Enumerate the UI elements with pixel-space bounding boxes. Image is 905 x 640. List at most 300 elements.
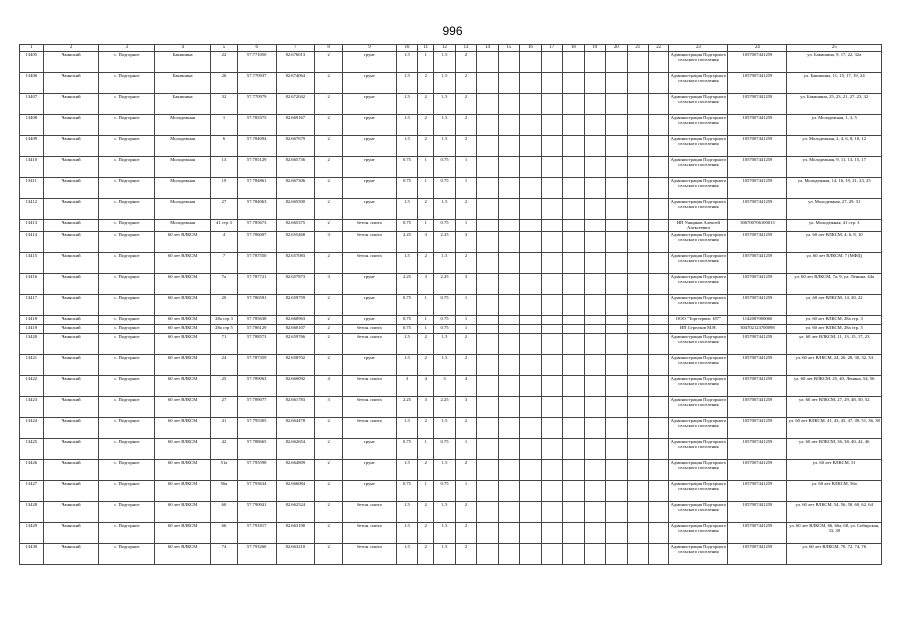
- table-cell: 2: [315, 73, 343, 94]
- table-cell: 4: [211, 231, 238, 252]
- table-cell: [563, 199, 584, 220]
- column-number: 14: [477, 45, 498, 52]
- table-cell: Администрация Подгорного сельского поселения: [669, 73, 728, 94]
- table-row: [20, 543, 882, 564]
- table-cell: 1057007441259: [728, 480, 787, 501]
- column-number: 10: [396, 45, 417, 52]
- table-cell: [520, 522, 541, 543]
- table-cell: 1142007000060: [728, 315, 787, 324]
- table-cell: 57.790041: [237, 501, 276, 522]
- table-cell: [627, 157, 648, 178]
- table-cell: Чаинский: [43, 220, 99, 232]
- table-row: [20, 52, 882, 73]
- table-cell: ИП Стрелков М.Н.: [669, 324, 728, 333]
- table-cell: [648, 396, 668, 417]
- table-cell: 57.786129: [237, 324, 276, 333]
- table-cell: Чаинский: [43, 52, 99, 73]
- table-cell: [520, 52, 541, 73]
- table-cell: 2: [315, 115, 343, 136]
- table-cell: 60 лет ВЛКСМ: [155, 375, 211, 396]
- table-cell: 2: [455, 417, 476, 438]
- table-cell: 1: [211, 115, 238, 136]
- table-cell: [563, 480, 584, 501]
- table-cell: с. Подгорное: [99, 115, 155, 136]
- table-cell: Администрация Подгорного сельского поселения: [669, 459, 728, 480]
- table-cell: с. Подгорное: [99, 354, 155, 375]
- table-cell: Администрация Подгорного сельского поселения: [669, 438, 728, 459]
- table-cell: [627, 354, 648, 375]
- table-cell: 28а стр 5: [211, 324, 238, 333]
- table-cell: [648, 375, 668, 396]
- table-cell: Администрация Подгорного сельского поселения: [669, 543, 728, 564]
- table-cell: 1: [455, 315, 476, 324]
- table-cell: [584, 375, 605, 396]
- table-cell: ул. 60 лет ВЛКСМ, 7 (МФЦ): [787, 252, 882, 273]
- table-cell: Чаинский: [43, 543, 99, 564]
- table-cell: [563, 396, 584, 417]
- table-cell: 2: [455, 354, 476, 375]
- table-cell: Молодежная: [155, 157, 211, 178]
- table-cell: 7а: [211, 273, 238, 294]
- table-cell: [648, 459, 668, 480]
- table-cell: [648, 94, 668, 115]
- table-cell: [584, 94, 605, 115]
- table-cell: 0.75: [434, 178, 455, 199]
- column-number: 21: [627, 45, 648, 52]
- table-cell: [606, 231, 627, 252]
- table-cell: бетон. плита: [343, 375, 397, 396]
- table-cell: Чаинский: [43, 115, 99, 136]
- table-cell: 60 лет ВЛКСМ: [155, 315, 211, 324]
- table-cell: [498, 522, 519, 543]
- table-cell: бетон. плита: [343, 417, 397, 438]
- table-cell: 60 лет ВЛКСМ: [155, 459, 211, 480]
- table-cell: 2: [455, 115, 476, 136]
- table-cell: [498, 252, 519, 273]
- table-cell: 57.770937: [237, 73, 276, 94]
- table-cell: 57.793634: [237, 480, 276, 501]
- table-cell: 2.25: [434, 273, 455, 294]
- table-row: [20, 315, 882, 324]
- table-cell: 82.667679: [276, 136, 315, 157]
- table-cell: 82.664809: [276, 459, 315, 480]
- table-cell: [606, 324, 627, 333]
- table-cell: [541, 459, 562, 480]
- table-cell: 13406: [20, 73, 44, 94]
- table-cell: ул. Молодежная, 41 стр. 3: [787, 220, 882, 232]
- table-cell: [541, 438, 562, 459]
- table-row: [20, 157, 882, 178]
- table-cell: 57.784094: [237, 136, 276, 157]
- column-number: 16: [520, 45, 541, 52]
- table-cell: [520, 459, 541, 480]
- table-cell: [477, 333, 498, 354]
- table-cell: [584, 73, 605, 94]
- table-cell: [606, 115, 627, 136]
- table-cell: [477, 220, 498, 232]
- table-cell: ул. 60 лет ВЛКСМ, 25, 40, Ленина, 54, 56: [787, 375, 882, 396]
- table-cell: ул. Молодежная, 14, 16, 19, 21, 23, 25: [787, 178, 882, 199]
- table-cell: 57.793260: [237, 543, 276, 564]
- table-cell: 82.665736: [276, 157, 315, 178]
- table-cell: [520, 375, 541, 396]
- table-cell: 57.771050: [237, 52, 276, 73]
- table-cell: [606, 501, 627, 522]
- table-cell: [648, 178, 668, 199]
- table-cell: Администрация Подгорного сельского поселения: [669, 354, 728, 375]
- table-cell: [648, 252, 668, 273]
- table-cell: 56а: [211, 480, 238, 501]
- table-cell: [606, 396, 627, 417]
- table-cell: 2: [315, 252, 343, 273]
- column-number: 24: [728, 45, 787, 52]
- table-cell: [648, 438, 668, 459]
- column-number: 22: [648, 45, 668, 52]
- table-cell: 82.665500: [276, 199, 315, 220]
- table-cell: грунт: [343, 294, 397, 315]
- table-cell: 2: [315, 94, 343, 115]
- table-row: [20, 333, 882, 354]
- table-row: [20, 324, 882, 333]
- table-cell: 82.659766: [276, 333, 315, 354]
- table-cell: 0.75: [396, 324, 417, 333]
- table-cell: 3: [315, 273, 343, 294]
- table-cell: [520, 294, 541, 315]
- table-cell: [584, 417, 605, 438]
- table-cell: с. Подгорное: [99, 522, 155, 543]
- table-cell: 24: [211, 354, 238, 375]
- table-cell: [606, 294, 627, 315]
- table-cell: 2: [315, 480, 343, 501]
- table-cell: [648, 220, 668, 232]
- column-number: 1: [20, 45, 44, 52]
- table-cell: [606, 73, 627, 94]
- table-cell: [541, 417, 562, 438]
- table-cell: бетон. плита: [343, 220, 397, 232]
- table-cell: 2: [315, 354, 343, 375]
- table-cell: 32: [211, 94, 238, 115]
- table-cell: 1057007441259: [728, 459, 787, 480]
- table-cell: 1: [455, 178, 476, 199]
- table-cell: [606, 375, 627, 396]
- table-cell: Чаинский: [43, 438, 99, 459]
- table-cell: 1057007441259: [728, 273, 787, 294]
- table-cell: 2: [455, 136, 476, 157]
- table-cell: 1.5: [396, 252, 417, 273]
- table-cell: 1.5: [434, 459, 455, 480]
- table-row: [20, 73, 882, 94]
- table-cell: 2: [315, 294, 343, 315]
- table-cell: [627, 324, 648, 333]
- table-cell: [477, 94, 498, 115]
- table-cell: 13429: [20, 522, 44, 543]
- table-cell: [648, 273, 668, 294]
- table-cell: [520, 115, 541, 136]
- table-cell: 13425: [20, 438, 44, 459]
- table-cell: 3: [455, 273, 476, 294]
- table-cell: 82.676013: [276, 52, 315, 73]
- table-cell: [520, 178, 541, 199]
- table-cell: 1: [418, 157, 434, 178]
- table-cell: 19: [211, 178, 238, 199]
- table-cell: 2: [315, 333, 343, 354]
- table-cell: Администрация Подгорного сельского поселения: [669, 294, 728, 315]
- table-cell: 27: [211, 199, 238, 220]
- table-row: [20, 273, 882, 294]
- table-cell: [584, 199, 605, 220]
- table-cell: [541, 522, 562, 543]
- table-cell: [627, 396, 648, 417]
- table-cell: [584, 294, 605, 315]
- table-cell: ул. 60 лет ВЛКСМ, 66, 66а, 68, ул. Сибирская, 33, 38: [787, 522, 882, 543]
- table-cell: [477, 136, 498, 157]
- table-cell: [648, 480, 668, 501]
- table-cell: [584, 52, 605, 73]
- table-cell: 28а стр 3: [211, 315, 238, 324]
- table-cell: 71: [211, 333, 238, 354]
- table-cell: 60 лет ВЛКСМ: [155, 438, 211, 459]
- table-cell: 57.785673: [237, 220, 276, 232]
- table-cell: [627, 315, 648, 324]
- table-cell: [606, 333, 627, 354]
- table-cell: [563, 459, 584, 480]
- table-cell: [541, 501, 562, 522]
- table-cell: 1057007441259: [728, 157, 787, 178]
- table-cell: ул. 60 лет ВЛКСМ, 70, 72, 74, 76: [787, 543, 882, 564]
- column-number: 3: [99, 45, 155, 52]
- table-cell: 1: [455, 220, 476, 232]
- table-cell: 2: [315, 52, 343, 73]
- table-cell: Чаинский: [43, 252, 99, 273]
- table-cell: [520, 220, 541, 232]
- table-cell: 1057007441259: [728, 199, 787, 220]
- table-cell: 6: [211, 136, 238, 157]
- table-cell: 13409: [20, 136, 44, 157]
- table-cell: 2: [455, 543, 476, 564]
- table-cell: 1.5: [396, 115, 417, 136]
- table-cell: Чаинский: [43, 459, 99, 480]
- table-cell: 2: [315, 543, 343, 564]
- table-cell: с. Подгорное: [99, 157, 155, 178]
- table-cell: 2: [455, 199, 476, 220]
- table-cell: [541, 115, 562, 136]
- column-number: 6: [237, 45, 276, 52]
- table-cell: [498, 294, 519, 315]
- table-cell: 2: [455, 459, 476, 480]
- table-cell: грунт: [343, 199, 397, 220]
- column-number: 20: [606, 45, 627, 52]
- table-cell: 0.75: [434, 480, 455, 501]
- table-cell: Администрация Подгорного сельского поселения: [669, 136, 728, 157]
- table-cell: ул. Бакишина, 11, 15, 17, 19, 24: [787, 73, 882, 94]
- table-cell: 1.5: [396, 354, 417, 375]
- table-cell: 3: [418, 231, 434, 252]
- table-cell: 57.770979: [237, 94, 276, 115]
- table-cell: [606, 522, 627, 543]
- table-cell: [648, 501, 668, 522]
- table-cell: 57.787359: [237, 354, 276, 375]
- table-row: [20, 375, 882, 396]
- table-cell: [648, 543, 668, 564]
- table-cell: [477, 354, 498, 375]
- table-cell: [584, 220, 605, 232]
- table-cell: 1057007441259: [728, 438, 787, 459]
- table-cell: [563, 324, 584, 333]
- table-cell: [563, 294, 584, 315]
- table-cell: 60 лет ВЛКСМ: [155, 522, 211, 543]
- table-cell: [563, 73, 584, 94]
- table-cell: 1.5: [434, 252, 455, 273]
- table-cell: 1.5: [434, 94, 455, 115]
- table-cell: [563, 543, 584, 564]
- table-row: [20, 501, 882, 522]
- table-cell: 2: [455, 522, 476, 543]
- table-row: [20, 354, 882, 375]
- table-cell: 1.5: [396, 94, 417, 115]
- table-cell: [520, 354, 541, 375]
- table-cell: [627, 231, 648, 252]
- table-cell: [541, 94, 562, 115]
- table-cell: 7: [211, 252, 238, 273]
- table-cell: 82.669167: [276, 115, 315, 136]
- table-cell: Администрация Подгорного сельского поселения: [669, 396, 728, 417]
- table-cell: [477, 252, 498, 273]
- table-cell: [606, 199, 627, 220]
- table-cell: 13426: [20, 459, 44, 480]
- table-cell: Молодежная: [155, 136, 211, 157]
- table-cell: с. Подгорное: [99, 324, 155, 333]
- table-cell: 0.75: [434, 438, 455, 459]
- table-cell: Чаинский: [43, 157, 99, 178]
- table-cell: [477, 417, 498, 438]
- table-cell: Чаинский: [43, 501, 99, 522]
- table-cell: [477, 438, 498, 459]
- table-cell: 82.663210: [276, 543, 315, 564]
- table-cell: [563, 273, 584, 294]
- table-cell: [584, 354, 605, 375]
- table-row: [20, 94, 882, 115]
- table-cell: 1: [418, 480, 434, 501]
- table-cell: [648, 417, 668, 438]
- table-cell: [563, 231, 584, 252]
- table-cell: [477, 178, 498, 199]
- table-cell: 60 лет ВЛКСМ: [155, 324, 211, 333]
- table-cell: 1: [418, 315, 434, 324]
- table-cell: бетон. плита: [343, 396, 397, 417]
- table-cell: ул. Молодежная, 27, 29, 31: [787, 199, 882, 220]
- table-cell: 3: [418, 273, 434, 294]
- table-cell: Чаинский: [43, 73, 99, 94]
- table-cell: Администрация Подгорного сельского поселения: [669, 199, 728, 220]
- table-cell: [541, 136, 562, 157]
- table-cell: 2: [315, 157, 343, 178]
- table-cell: 20: [211, 294, 238, 315]
- table-cell: [498, 480, 519, 501]
- table-cell: [477, 231, 498, 252]
- table-cell: 2: [315, 220, 343, 232]
- table-cell: 1: [455, 294, 476, 315]
- table-cell: 2.25: [396, 273, 417, 294]
- table-cell: [627, 294, 648, 315]
- column-number: 5: [211, 45, 238, 52]
- table-cell: Администрация Подгорного сельского поселения: [669, 375, 728, 396]
- table-cell: [627, 115, 648, 136]
- table-cell: [648, 522, 668, 543]
- column-number: 19: [584, 45, 605, 52]
- table-cell: [477, 157, 498, 178]
- table-cell: [648, 324, 668, 333]
- table-cell: 2: [418, 522, 434, 543]
- table-cell: 2.25: [434, 231, 455, 252]
- table-cell: с. Подгорное: [99, 52, 155, 73]
- table-cell: [541, 231, 562, 252]
- table-cell: 1057007441259: [728, 178, 787, 199]
- table-cell: [541, 157, 562, 178]
- table-cell: Молодежная: [155, 199, 211, 220]
- table-cell: [541, 333, 562, 354]
- table-cell: [563, 522, 584, 543]
- table-cell: 1.5: [434, 417, 455, 438]
- table-cell: [627, 417, 648, 438]
- table-cell: [606, 136, 627, 157]
- table-cell: грунт: [343, 354, 397, 375]
- table-cell: 1.5: [396, 73, 417, 94]
- table-cell: [563, 136, 584, 157]
- table-cell: 1.5: [434, 354, 455, 375]
- table-cell: с. Подгорное: [99, 543, 155, 564]
- table-cell: [648, 199, 668, 220]
- table-cell: 1057007441259: [728, 94, 787, 115]
- table-cell: [520, 501, 541, 522]
- column-number: 18: [563, 45, 584, 52]
- table-cell: Чаинский: [43, 199, 99, 220]
- table-cell: [606, 94, 627, 115]
- table-cell: [498, 324, 519, 333]
- table-cell: бетон. плита: [343, 324, 397, 333]
- table-cell: 13405: [20, 52, 44, 73]
- table-cell: 1057007441259: [728, 136, 787, 157]
- table-cell: 82.662654: [276, 438, 315, 459]
- table-cell: 82.659759: [276, 294, 315, 315]
- table-cell: 60 лет ВЛКСМ: [155, 294, 211, 315]
- table-cell: [498, 438, 519, 459]
- table-cell: [584, 459, 605, 480]
- table-cell: Чаинский: [43, 136, 99, 157]
- table-cell: 13407: [20, 94, 44, 115]
- table-cell: Администрация Подгорного сельского поселения: [669, 52, 728, 73]
- table-cell: [477, 52, 498, 73]
- table-cell: [477, 315, 498, 324]
- table-cell: [627, 375, 648, 396]
- table-cell: ул. 60 лет ВЛКСМ, 51: [787, 459, 882, 480]
- table-cell: [648, 115, 668, 136]
- table-cell: [648, 333, 668, 354]
- table-cell: 2: [418, 543, 434, 564]
- table-cell: 57.788665: [237, 438, 276, 459]
- table-cell: [498, 354, 519, 375]
- table-cell: [627, 252, 648, 273]
- table-cell: 13428: [20, 501, 44, 522]
- table-cell: 2: [455, 333, 476, 354]
- table-cell: Администрация Подгорного сельского поселения: [669, 157, 728, 178]
- table-cell: [648, 231, 668, 252]
- table-cell: [520, 252, 541, 273]
- table-cell: с. Подгорное: [99, 375, 155, 396]
- table-cell: 26: [211, 73, 238, 94]
- table-row: [20, 115, 882, 136]
- table-cell: [477, 480, 498, 501]
- table-cell: [584, 396, 605, 417]
